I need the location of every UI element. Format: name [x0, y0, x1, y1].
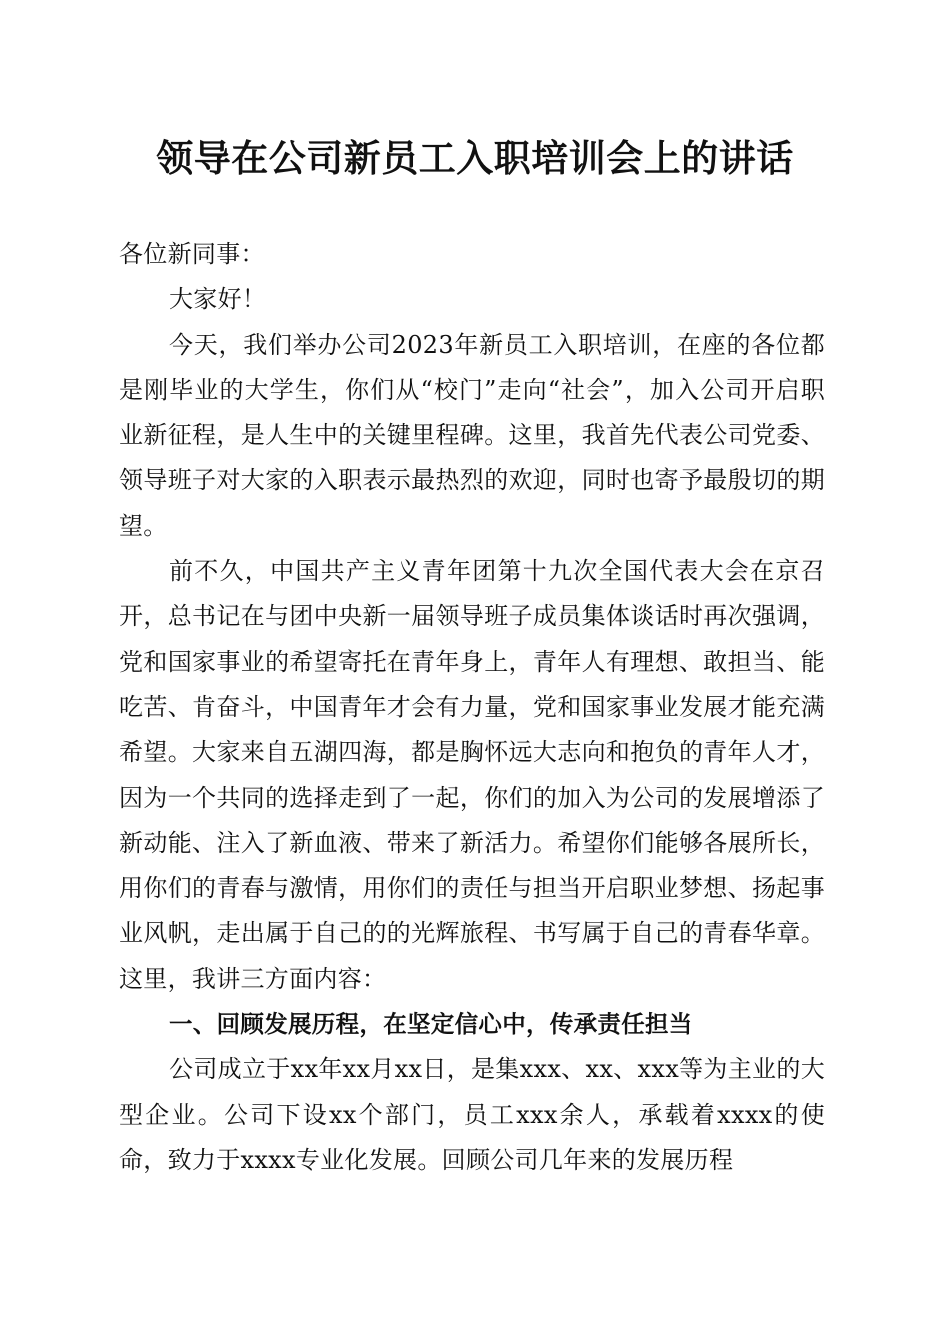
- section-heading: 一、回顾发展历程，在坚定信心中，传承责任担当: [169, 1010, 693, 1039]
- greeting: 大家好！: [169, 285, 267, 314]
- document-title: 领导在公司新员工入职培训会上的讲话: [156, 136, 794, 180]
- paragraph-intro: 今天，我们举办公司2023年新员工入职培训，在座的各位都是刚毕业的大学生，你们从“校门”走向“社会”，加入公司开启职业新征程，是人生中的关键里程碑。这里，我首先代表公司党委、领导班子对大家的入职表示最热烈的欢迎，同时也寄予最殷切的期望。: [119, 330, 825, 540]
- document-body: [119, 232, 825, 1183]
- salutation: 各位新同事：: [119, 240, 265, 268]
- paragraph-company-history: 公司成立于xx年xx月xx日，是集xxx、xx、xxx等为主业的大型企业。公司下设xx个部门，员工xxx余人，承载着xxxx的使命，致力于xxxx专业化发展。回顾公司几年来的发展历程: [119, 1055, 825, 1174]
- paragraph-youth-congress: 前不久，中国共产主义青年团第十九次全国代表大会在京召开，总书记在与团中央新一届领导班子成员集体谈话时再次强调，党和国家事业的希望寄托在青年身上，青年人有理想、敢担当、能吃苦、肯奋斗，中国青年才会有力量，党和国家事业发展才能充满希望。大家来自五湖四海，都是胸怀远大志向和抱负的青年人才，因为一个共同的选择走到了一起，你们的加入为公司的发展增添了新动能、注入了新血液、带来了新活力。希望你们能够各展所长，用你们的青春与激情，用你们的责任与担当开启职业梦想、扬起事业风帆，走出属于自己的的光辉旅程、书写属于自己的青春华章。这里，我讲三方面内容：: [119, 557, 825, 993]
